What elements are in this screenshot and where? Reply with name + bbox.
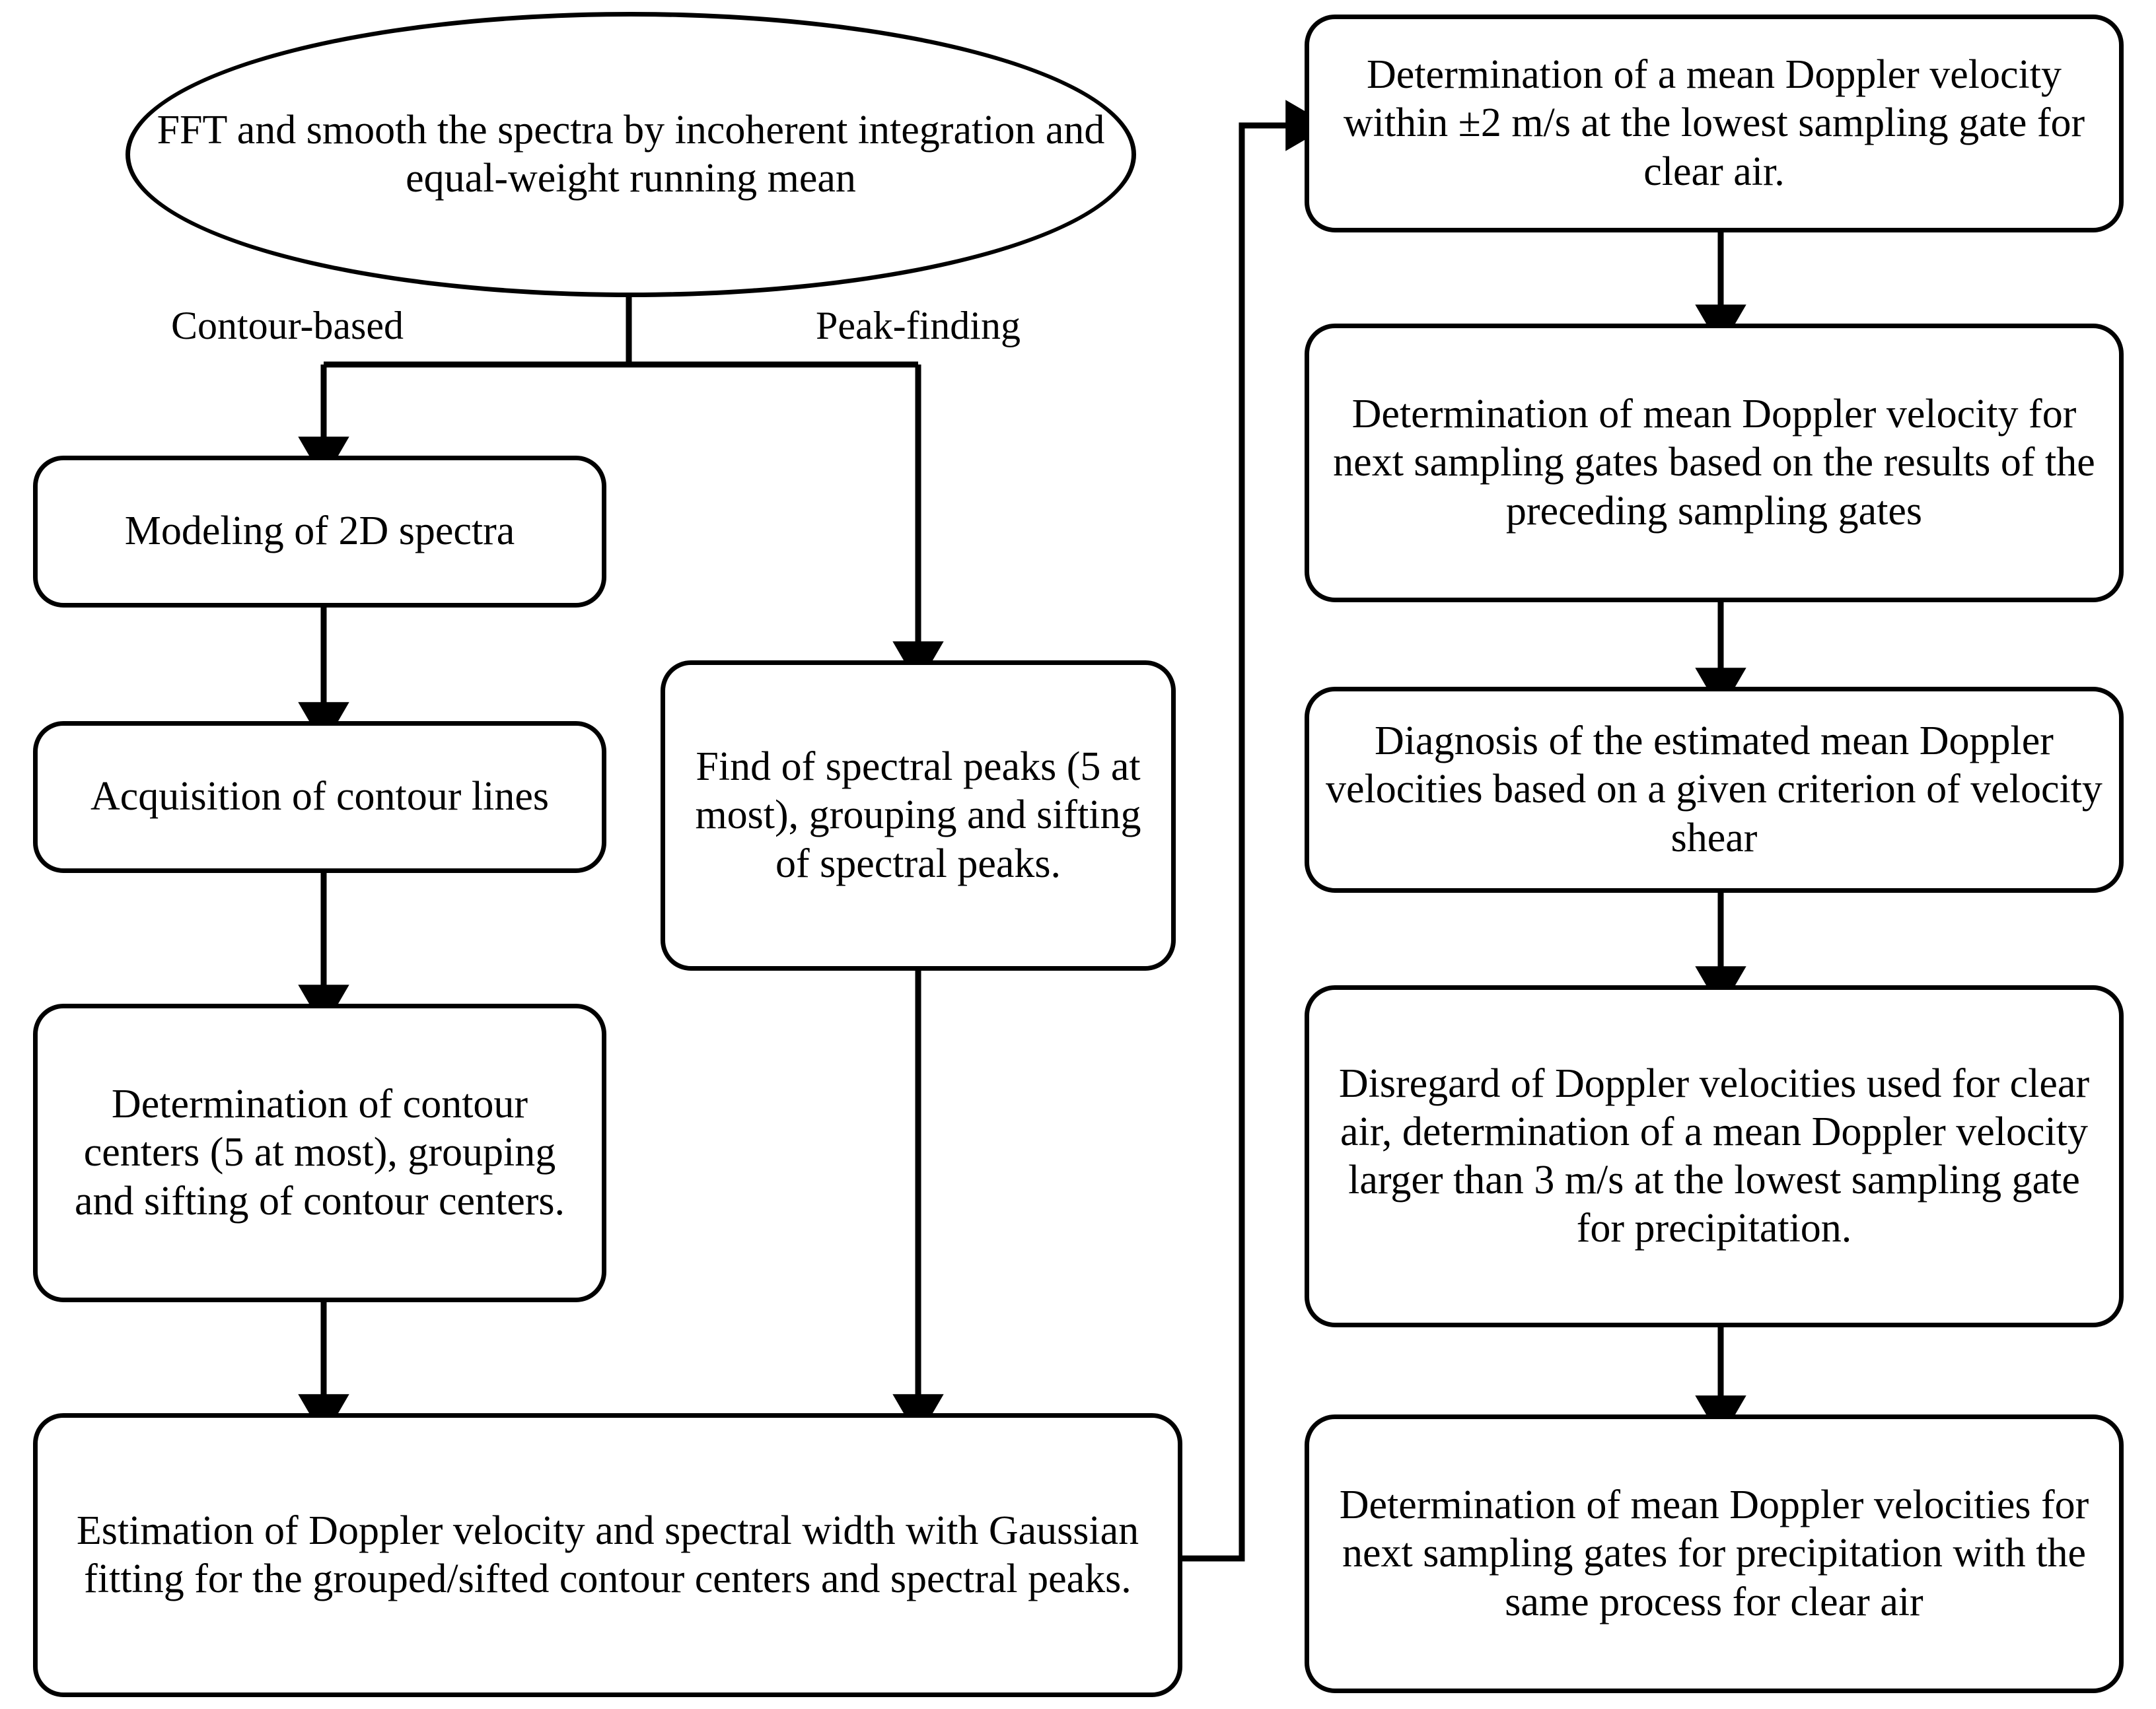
- edge-label-peak-finding: Peak-finding: [816, 304, 1021, 347]
- node-disregard-clear-air: [1305, 985, 2124, 1327]
- node-diagnosis-velocity-shear-label: Diagnosis of the estimated mean Doppler velocities based on a given criterion of velocity shear: [1326, 718, 2102, 860]
- node-fft-smooth: [126, 12, 1136, 297]
- edge-estimation-meanlowest: [1182, 125, 1305, 1558]
- node-acquisition-contour-lines: [33, 721, 606, 873]
- node-precipitation-next-gates: [1305, 1414, 2124, 1693]
- node-mean-doppler-lowest-gate: [1305, 15, 2124, 232]
- node-find-spectral-peaks: [661, 660, 1176, 971]
- node-find-spectral-peaks-label: Find of spectral peaks (5 at most), grouping and sifting of spectral peaks.: [695, 744, 1141, 886]
- node-contour-centers: [33, 1004, 606, 1302]
- node-precipitation-next-gates-label: Determination of mean Doppler velocities for next sampling gates for precipitation with the same process for clear air: [1339, 1482, 2089, 1624]
- node-acquisition-contour-lines-label: Acquisition of contour lines: [90, 774, 549, 820]
- node-mean-doppler-next-gates: [1305, 324, 2124, 602]
- node-fft-smooth-label: FFT and smooth the spectra by incoherent integration and equal-weight running mean: [157, 107, 1105, 201]
- node-estimation-doppler-velocity: [33, 1413, 1182, 1697]
- edge-label-contour-based: Contour-based: [170, 304, 404, 347]
- node-estimation-doppler-velocity-label: Estimation of Doppler velocity and spectral width with Gaussian fitting for the grouped/sifted contour centers and spectral peaks.: [76, 1508, 1139, 1601]
- node-modeling-2d-spectra: [33, 456, 606, 608]
- node-contour-centers-label: Determination of contour centers (5 at most), grouping and sifting of contour centers.: [74, 1082, 565, 1224]
- node-mean-doppler-lowest-gate-label: Determination of a mean Doppler velocity within ±2 m/s at the lowest sampling gate for clear air.: [1343, 52, 2085, 194]
- node-diagnosis-velocity-shear: [1305, 687, 2124, 893]
- node-disregard-clear-air-label: Disregard of Doppler velocities used for clear air, determination of a mean Doppler velocity larger than 3 m/s at the lowest sampling gate for precipitation.: [1338, 1061, 2090, 1251]
- node-modeling-2d-spectra-label: Modeling of 2D spectra: [124, 508, 515, 554]
- node-mean-doppler-next-gates-label: Determination of mean Doppler velocity for next sampling gates based on the results of the preceding sampling gates: [1333, 392, 2095, 534]
